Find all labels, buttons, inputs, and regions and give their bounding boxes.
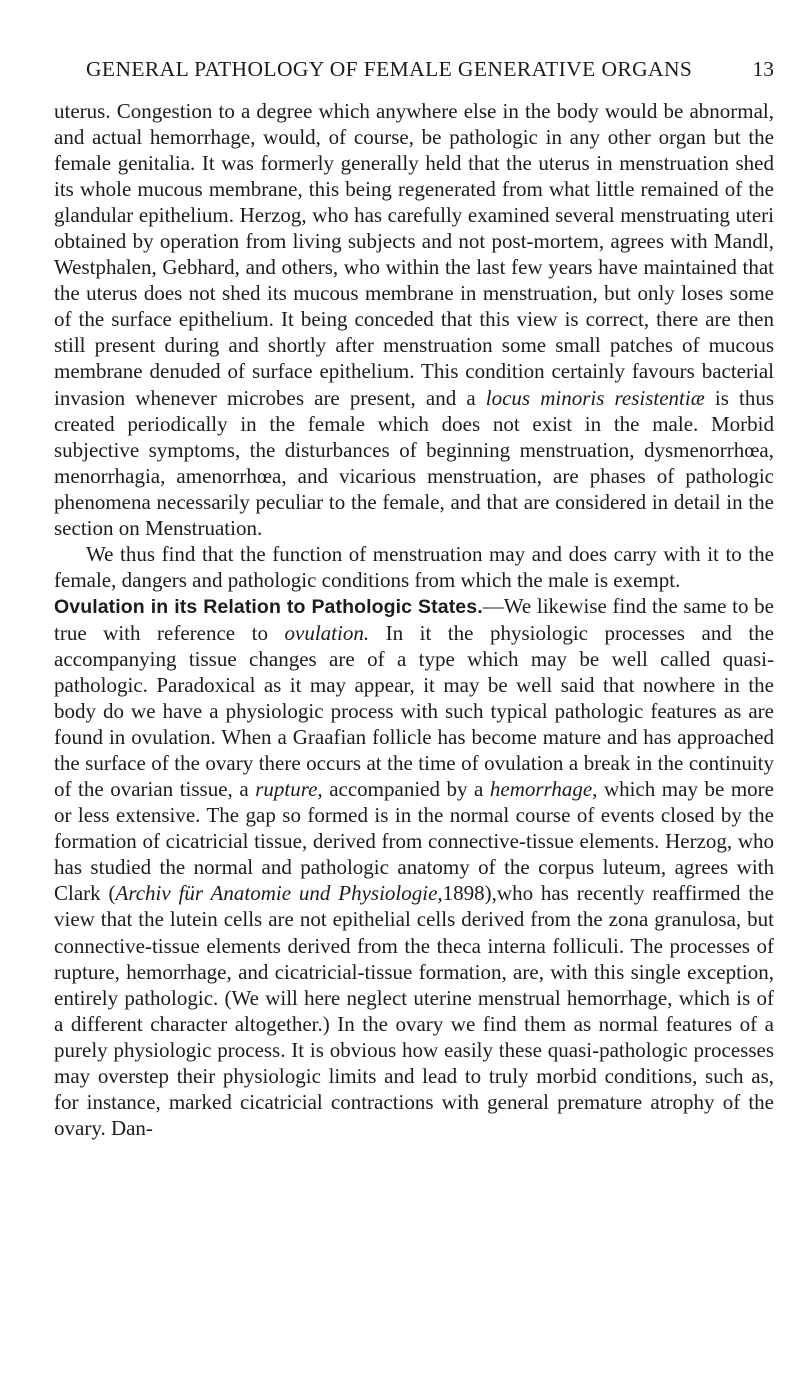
paragraph-text: In it the physiologic processes and the accompanying tissue changes are of a type which may be well called quasi-pathologic. Paradoxical as it may appear, it may be well said that nowhere in the body do we have a physiologic process with such typical pathologic features as are found in ovulation. When a Graafian follicle has become mature and has approached the surface of the ovary there occurs at the time of ovulation a break in the continuity of the ovarian tissue, a bbox=[54, 620, 774, 802]
section-paragraph bbox=[54, 593, 774, 1141]
running-head: GENERAL PATHOLOGY OF FEMALE GENERATIVE ORGANS bbox=[86, 57, 693, 81]
page-number: 13 bbox=[752, 57, 774, 81]
paragraph-text: We thus find that the function of menstruation may and does carry with it to the female, dangers and pathologic conditions from which the male is exempt. bbox=[54, 541, 774, 592]
body-text bbox=[54, 98, 774, 1141]
citation-title: Archiv für Anatomie und Physiologie, bbox=[115, 881, 443, 906]
italic-term: rupture, bbox=[255, 777, 323, 802]
paragraph bbox=[54, 541, 774, 593]
italic-term: hemorrhage, bbox=[489, 777, 598, 802]
italic-term: locus minoris resistentiæ bbox=[485, 385, 705, 410]
paragraph-text: accompanied by a bbox=[322, 777, 490, 802]
paragraph-continuation bbox=[54, 98, 774, 541]
italic-term: ovulation. bbox=[284, 620, 370, 645]
paragraph-text: which may be more or less extensive. The gap so formed is in the normal course of events closed by the formation of cicatricial tissue, derived from connective-tissue elements. Herzog, who has studied the normal and pathologic anatomy of the corpus luteum, agrees with Clark ( bbox=[54, 777, 774, 906]
paragraph-text: uterus. Congestion to a degree which anywhere else in the body would be abnormal, and actual hemorrhage, would, of course, be pathologic in any other organ but the female genitalia. It was formerly generally held that the uterus in menstruation shed its whole mucous membrane, this being regenerated from what little remained of the glandular epithelium. Herzog, who has carefully examined several menstruating uteri obtained by operation from living subjects and not post-mortem, agrees with Mandl, Westphalen, Gebhard, and others, who within the last few years have maintained that the uterus does not shed its mucous membrane in menstruation, but only loses some of the surface epithelium. It being conceded that this view is correct, there are then still present during and shortly after menstruation some small patches of mucous membrane denuded of surface epithelium. This condition certainly favours bacterial invasion whenever microbes are present, and a bbox=[54, 99, 774, 410]
paragraph-text: 1898),who has recently reaffirmed the view that the lutein cells are not epithelial cells derived from the zona granulosa, but connective-tissue elements derived from the theca interna folliculi. The processes of rupture, hemorrhage, and cicatricial-tissue formation, are, with this single exception, entirely pathologic. (We will here neglect uterine menstrual hemorrhage, which is of a different character altogether.) In the ovary we find them as normal features of a purely physiologic process. It is obvious how easily these quasi-pathologic processes may overstep their physiologic limits and lead to truly morbid conditions, such as, for instance, marked cicatricial contractions with general premature atrophy of the ovary. Dan- bbox=[54, 881, 774, 1140]
section-heading: Ovulation in its Relation to Pathologic States. bbox=[54, 595, 483, 618]
paragraph-text: is thus created periodically in the female which does not exist in the male. Morbid subjective symptoms, the disturbances of beginning menstruation, dysmenorrhœa, menorrhagia, amenorrhœa, and vicarious menstruation, are phases of pathologic phenomena necessarily peculiar to the female, and that are considered in detail in the section on Menstruation. bbox=[54, 385, 775, 540]
paragraph-text: —We likewise find the same to be true with reference to bbox=[54, 593, 774, 645]
